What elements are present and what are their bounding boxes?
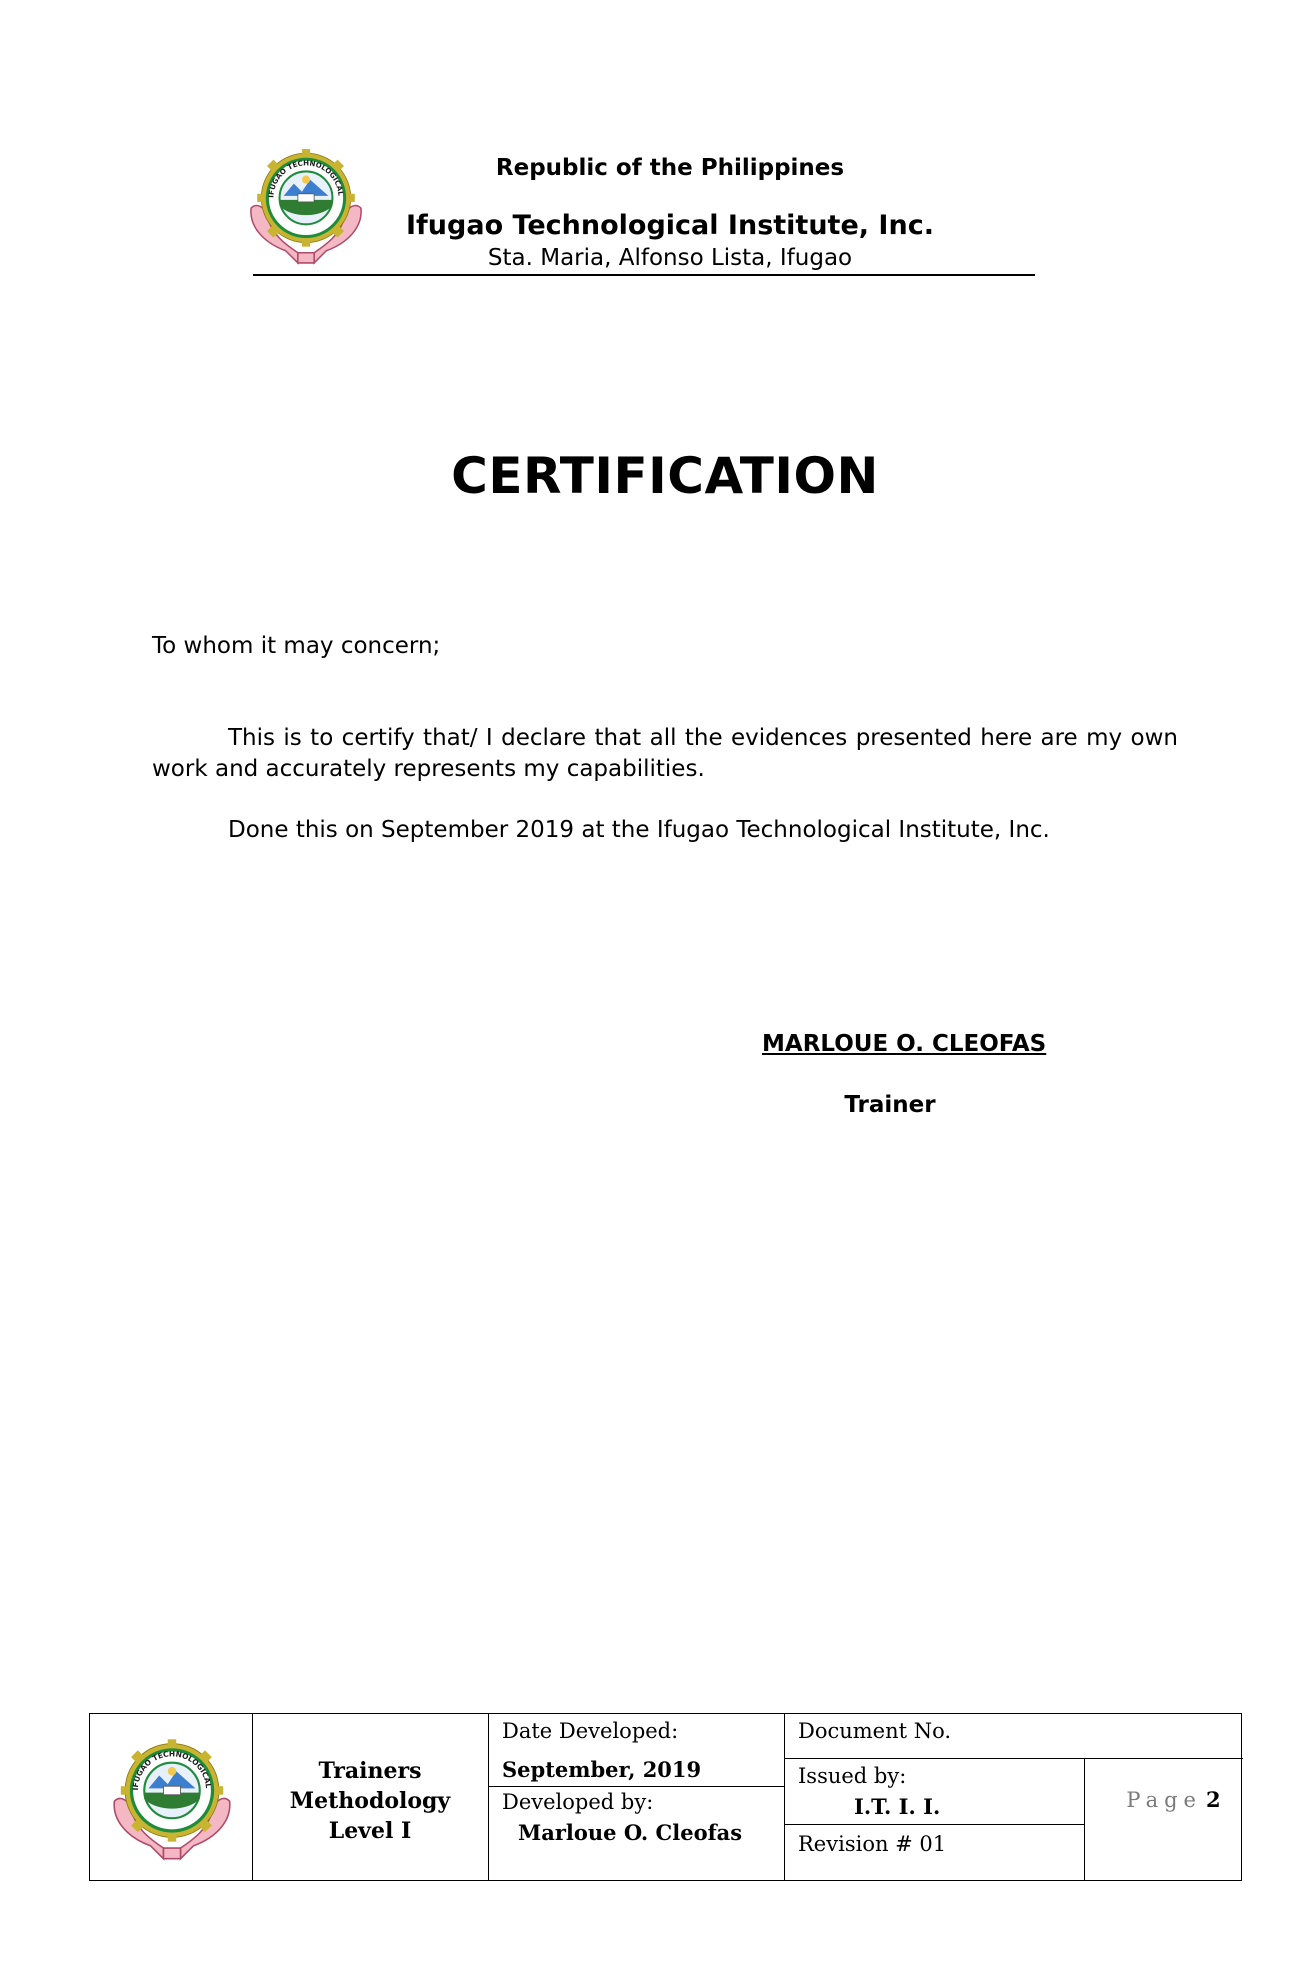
footer-divider (1084, 1758, 1085, 1880)
developed-by-label: Developed by: (502, 1790, 654, 1814)
developed-by-value: Marloue O. Cleofas (518, 1820, 743, 1845)
signatory-role: Trainer (844, 1092, 936, 1118)
footer-title-line: Trainers (318, 1758, 422, 1784)
revision-number: Revision # 01 (798, 1832, 947, 1856)
document-no-label: Document No. (798, 1719, 952, 1743)
footer-divider (488, 1714, 489, 1880)
done-line: Done this on September 2019 at the Ifugao Technological Institute, Inc. (228, 817, 1050, 843)
page-indicator (1104, 1787, 1243, 1812)
certification-paragraph: This is to certify that/ I declare that all the evidences presented here are my own work and accurately represents my capabilities. (152, 725, 1178, 782)
institution-address: Sta. Maria, Alfonso Lista, Ifugao (487, 245, 853, 271)
page-label: Page (1126, 1788, 1202, 1812)
institute-seal-logo (245, 145, 367, 267)
footer-title-line: Methodology (289, 1788, 451, 1814)
footer-divider (488, 1786, 784, 1787)
institution-name: Ifugao Technological Institute, Inc. (406, 210, 934, 241)
footer-title-line: Level I (328, 1818, 412, 1844)
page-number: 2 (1205, 1787, 1221, 1812)
document-title: CERTIFICATION (451, 447, 879, 505)
signatory-name: MARLOUE O. CLEOFAS (762, 1031, 1047, 1057)
header-rule (253, 274, 1035, 276)
footer-divider (784, 1714, 785, 1880)
footer-divider (784, 1758, 1243, 1759)
footer-course-title (252, 1756, 488, 1846)
salutation: To whom it may concern; (152, 633, 441, 659)
footer-table (89, 1713, 1242, 1881)
issued-by-value: I.T. I. I. (854, 1794, 941, 1819)
issued-by-label: Issued by: (798, 1764, 907, 1788)
date-developed-value: September, 2019 (502, 1757, 702, 1782)
date-developed-label: Date Developed: (502, 1719, 679, 1743)
republic-heading: Republic of the Philippines (495, 155, 845, 181)
footer-divider (784, 1824, 1084, 1825)
